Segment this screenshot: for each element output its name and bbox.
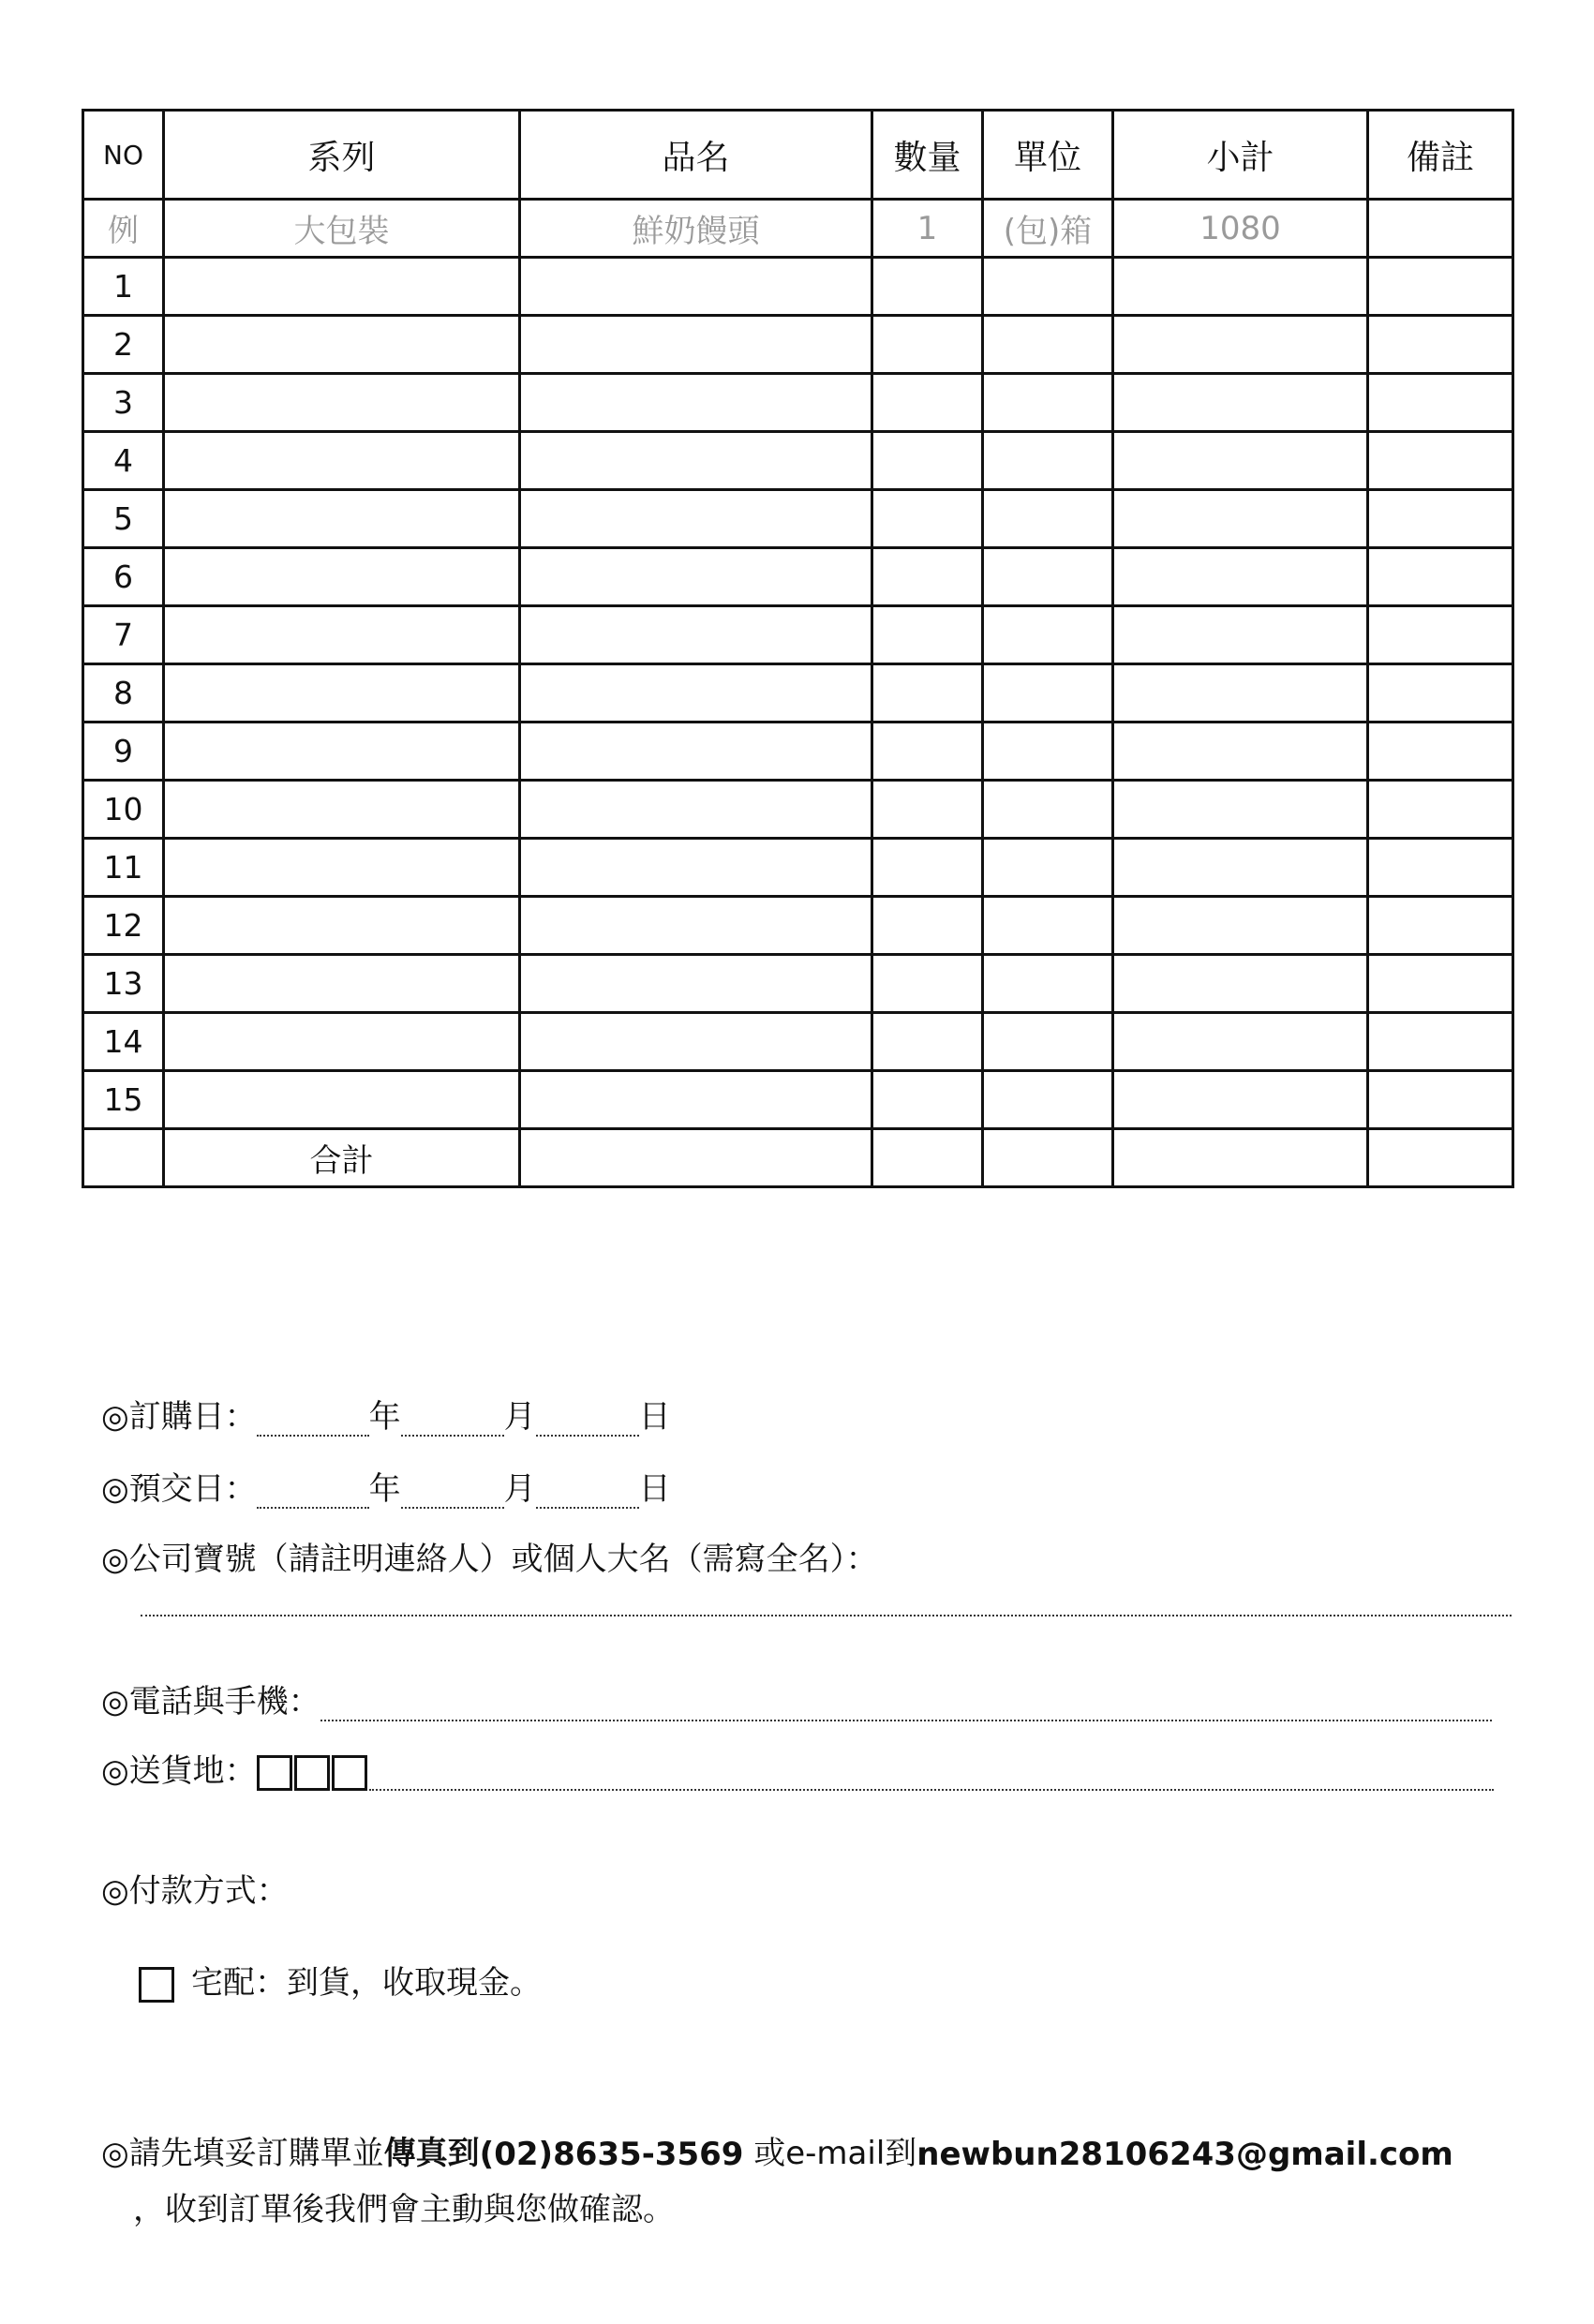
table-row xyxy=(83,781,1513,839)
email-prefix: 或e-mail到 xyxy=(743,2135,917,2172)
row-subtotal-cell[interactable] xyxy=(1113,258,1368,316)
fax-label: 傳真到 xyxy=(383,2135,480,2172)
delivery-date-day-label: 日 xyxy=(638,1470,671,1508)
delivery-date-month-label: 月 xyxy=(503,1470,536,1508)
row-number: 14 xyxy=(83,1013,164,1071)
row-quantity-cell[interactable] xyxy=(872,781,983,839)
row-unit-cell[interactable] xyxy=(983,490,1113,548)
row-number: 15 xyxy=(83,1071,164,1129)
row-quantity-cell[interactable] xyxy=(872,374,983,432)
row-unit-cell[interactable] xyxy=(983,664,1113,723)
company-name-line xyxy=(101,1533,878,1579)
row-series-cell[interactable] xyxy=(164,723,520,781)
example-series: 大包裝 xyxy=(164,200,520,258)
header-note: 備註 xyxy=(1368,111,1513,200)
row-subtotal-cell[interactable] xyxy=(1113,664,1368,723)
row-quantity-cell[interactable] xyxy=(872,723,983,781)
row-number: 6 xyxy=(83,548,164,606)
order-table xyxy=(82,109,1514,1188)
company-name-label: ◎公司寶號（請註明連絡人）或個人大名（需寫全名）： xyxy=(101,1541,878,1578)
order-date-label: ◎訂購日： xyxy=(101,1398,257,1436)
row-number: 4 xyxy=(83,432,164,490)
header-unit: 單位 xyxy=(983,111,1113,200)
payment-option-label: 宅配：到貨，收取現金。 xyxy=(191,1964,542,2002)
total-unit-cell[interactable] xyxy=(983,1129,1113,1187)
table-row xyxy=(83,490,1513,548)
example-row xyxy=(83,200,1513,258)
delivery-date-year-field[interactable] xyxy=(257,1473,369,1509)
instruction-confirmation: ，收到訂單後我們會主動與您做確認。 xyxy=(133,2191,675,2228)
row-product-cell[interactable] xyxy=(520,839,872,897)
row-quantity-cell[interactable] xyxy=(872,839,983,897)
row-note-cell[interactable] xyxy=(1368,955,1513,1013)
row-subtotal-cell[interactable] xyxy=(1113,490,1368,548)
example-quantity: 1 xyxy=(872,200,983,258)
row-note-cell[interactable] xyxy=(1368,258,1513,316)
total-quantity-cell[interactable] xyxy=(872,1129,983,1187)
row-series-cell[interactable] xyxy=(164,258,520,316)
row-note-cell[interactable] xyxy=(1368,548,1513,606)
row-number: 1 xyxy=(83,258,164,316)
table-row xyxy=(83,432,1513,490)
row-subtotal-cell[interactable] xyxy=(1113,839,1368,897)
header-no: NO xyxy=(83,111,164,200)
postal-code-box-1[interactable] xyxy=(257,1755,292,1791)
table-row xyxy=(83,1071,1513,1129)
row-subtotal-cell[interactable] xyxy=(1113,1071,1368,1129)
row-unit-cell[interactable] xyxy=(983,606,1113,664)
example-product: 鮮奶饅頭 xyxy=(520,200,872,258)
row-quantity-cell[interactable] xyxy=(872,548,983,606)
row-subtotal-cell[interactable] xyxy=(1113,316,1368,374)
row-note-cell[interactable] xyxy=(1368,723,1513,781)
payment-method-label: ◎付款方式： xyxy=(101,1872,289,1910)
phone-line xyxy=(101,1676,1492,1721)
row-note-cell[interactable] xyxy=(1368,664,1513,723)
row-subtotal-cell[interactable] xyxy=(1113,1013,1368,1071)
email-address[interactable]: newbun28106243@gmail.com xyxy=(916,2136,1453,2173)
table-row xyxy=(83,258,1513,316)
instruction-line-2 xyxy=(133,2183,675,2229)
table-row xyxy=(83,723,1513,781)
row-product-cell[interactable] xyxy=(520,606,872,664)
row-unit-cell[interactable] xyxy=(983,781,1113,839)
row-quantity-cell[interactable] xyxy=(872,664,983,723)
example-subtotal: 1080 xyxy=(1113,200,1368,258)
header-product: 品名 xyxy=(520,111,872,200)
table-row xyxy=(83,955,1513,1013)
delivery-date-month-field[interactable] xyxy=(401,1473,504,1509)
delivery-date-year-label: 年 xyxy=(368,1470,401,1508)
delivery-date-day-field[interactable] xyxy=(536,1473,639,1509)
row-quantity-cell[interactable] xyxy=(872,432,983,490)
postal-code-box-2[interactable] xyxy=(294,1755,330,1791)
instruction-line-1 xyxy=(101,2127,1453,2173)
row-series-cell[interactable] xyxy=(164,316,520,374)
row-series-cell[interactable] xyxy=(164,664,520,723)
row-unit-cell[interactable] xyxy=(983,839,1113,897)
row-product-cell[interactable] xyxy=(520,548,872,606)
row-subtotal-cell[interactable] xyxy=(1113,432,1368,490)
row-unit-cell[interactable] xyxy=(983,432,1113,490)
row-note-cell[interactable] xyxy=(1368,606,1513,664)
header-quantity: 數量 xyxy=(872,111,983,200)
row-number: 5 xyxy=(83,490,164,548)
row-unit-cell[interactable] xyxy=(983,897,1113,955)
row-unit-cell[interactable] xyxy=(983,548,1113,606)
row-note-cell[interactable] xyxy=(1368,839,1513,897)
company-name-field[interactable] xyxy=(141,1615,1512,1616)
row-series-cell[interactable] xyxy=(164,897,520,955)
row-unit-cell[interactable] xyxy=(983,316,1113,374)
total-product-cell[interactable] xyxy=(520,1129,872,1187)
order-date-month-label: 月 xyxy=(503,1398,536,1436)
fax-number: (02)8635-3569 xyxy=(479,2136,744,2173)
header-series: 系列 xyxy=(164,111,520,200)
row-series-cell[interactable] xyxy=(164,490,520,548)
table-row xyxy=(83,316,1513,374)
address-label: ◎送貨地： xyxy=(101,1752,257,1790)
phone-label: ◎電話與手機： xyxy=(101,1683,320,1721)
row-quantity-cell[interactable] xyxy=(872,490,983,548)
row-quantity-cell[interactable] xyxy=(872,897,983,955)
row-series-cell[interactable] xyxy=(164,839,520,897)
table-row xyxy=(83,897,1513,955)
table-row xyxy=(83,548,1513,606)
payment-option-line xyxy=(139,1957,542,2003)
table-row xyxy=(83,606,1513,664)
address-line xyxy=(101,1745,1494,1791)
phone-field[interactable] xyxy=(320,1686,1492,1721)
total-no-cell xyxy=(83,1129,164,1187)
example-note xyxy=(1368,200,1513,258)
postal-code-box-3[interactable] xyxy=(332,1755,367,1791)
table-row xyxy=(83,1013,1513,1071)
row-note-cell[interactable] xyxy=(1368,781,1513,839)
order-date-line xyxy=(101,1391,671,1437)
table-row xyxy=(83,664,1513,723)
row-series-cell[interactable] xyxy=(164,374,520,432)
row-number: 11 xyxy=(83,839,164,897)
row-subtotal-cell[interactable] xyxy=(1113,723,1368,781)
row-product-cell[interactable] xyxy=(520,723,872,781)
order-date-day-label: 日 xyxy=(638,1398,671,1436)
row-quantity-cell[interactable] xyxy=(872,606,983,664)
row-number: 8 xyxy=(83,664,164,723)
row-number: 2 xyxy=(83,316,164,374)
delivery-date-label: ◎預交日： xyxy=(101,1470,257,1508)
row-subtotal-cell[interactable] xyxy=(1113,548,1368,606)
header-row xyxy=(83,111,1513,200)
row-unit-cell[interactable] xyxy=(983,723,1113,781)
payment-option-checkbox[interactable] xyxy=(139,1967,174,2003)
total-label: 合計 xyxy=(164,1129,520,1187)
row-number: 9 xyxy=(83,723,164,781)
row-product-cell[interactable] xyxy=(520,1013,872,1071)
total-row xyxy=(83,1129,1513,1187)
row-product-cell[interactable] xyxy=(520,374,872,432)
row-unit-cell[interactable] xyxy=(983,955,1113,1013)
row-series-cell[interactable] xyxy=(164,955,520,1013)
address-field[interactable] xyxy=(369,1755,1494,1791)
example-no: 例 xyxy=(83,200,164,258)
row-product-cell[interactable] xyxy=(520,490,872,548)
row-product-cell[interactable] xyxy=(520,1071,872,1129)
row-quantity-cell[interactable] xyxy=(872,1013,983,1071)
row-note-cell[interactable] xyxy=(1368,374,1513,432)
order-date-day-field[interactable] xyxy=(536,1401,639,1437)
row-product-cell[interactable] xyxy=(520,781,872,839)
row-unit-cell[interactable] xyxy=(983,1071,1113,1129)
instruction-prefix: ◎請先填妥訂購單並 xyxy=(101,2135,384,2172)
row-number: 13 xyxy=(83,955,164,1013)
example-unit: (包)箱 xyxy=(983,200,1113,258)
row-series-cell[interactable] xyxy=(164,1071,520,1129)
row-subtotal-cell[interactable] xyxy=(1113,955,1368,1013)
total-note-cell[interactable] xyxy=(1368,1129,1513,1187)
row-unit-cell[interactable] xyxy=(983,1013,1113,1071)
row-quantity-cell[interactable] xyxy=(872,955,983,1013)
row-product-cell[interactable] xyxy=(520,664,872,723)
row-note-cell[interactable] xyxy=(1368,1013,1513,1071)
row-series-cell[interactable] xyxy=(164,548,520,606)
row-product-cell[interactable] xyxy=(520,316,872,374)
row-quantity-cell[interactable] xyxy=(872,316,983,374)
header-subtotal: 小計 xyxy=(1113,111,1368,200)
row-note-cell[interactable] xyxy=(1368,1071,1513,1129)
row-unit-cell[interactable] xyxy=(983,374,1113,432)
row-series-cell[interactable] xyxy=(164,606,520,664)
payment-method-line xyxy=(101,1865,289,1911)
row-series-cell[interactable] xyxy=(164,1013,520,1071)
row-product-cell[interactable] xyxy=(520,258,872,316)
row-subtotal-cell[interactable] xyxy=(1113,374,1368,432)
row-product-cell[interactable] xyxy=(520,897,872,955)
row-number: 10 xyxy=(83,781,164,839)
row-series-cell[interactable] xyxy=(164,781,520,839)
row-number: 3 xyxy=(83,374,164,432)
row-number: 12 xyxy=(83,897,164,955)
row-quantity-cell[interactable] xyxy=(872,1071,983,1129)
delivery-date-line xyxy=(101,1463,671,1509)
row-product-cell[interactable] xyxy=(520,432,872,490)
row-note-cell[interactable] xyxy=(1368,432,1513,490)
order-date-month-field[interactable] xyxy=(401,1401,504,1437)
row-note-cell[interactable] xyxy=(1368,897,1513,955)
row-subtotal-cell[interactable] xyxy=(1113,897,1368,955)
row-subtotal-cell[interactable] xyxy=(1113,606,1368,664)
row-series-cell[interactable] xyxy=(164,432,520,490)
row-note-cell[interactable] xyxy=(1368,490,1513,548)
row-quantity-cell[interactable] xyxy=(872,258,983,316)
order-date-year-label: 年 xyxy=(368,1398,401,1436)
table-row xyxy=(83,839,1513,897)
row-product-cell[interactable] xyxy=(520,955,872,1013)
row-subtotal-cell[interactable] xyxy=(1113,781,1368,839)
order-date-year-field[interactable] xyxy=(257,1401,369,1437)
row-unit-cell[interactable] xyxy=(983,258,1113,316)
table-row xyxy=(83,374,1513,432)
row-note-cell[interactable] xyxy=(1368,316,1513,374)
row-number: 7 xyxy=(83,606,164,664)
total-subtotal-cell[interactable] xyxy=(1113,1129,1368,1187)
